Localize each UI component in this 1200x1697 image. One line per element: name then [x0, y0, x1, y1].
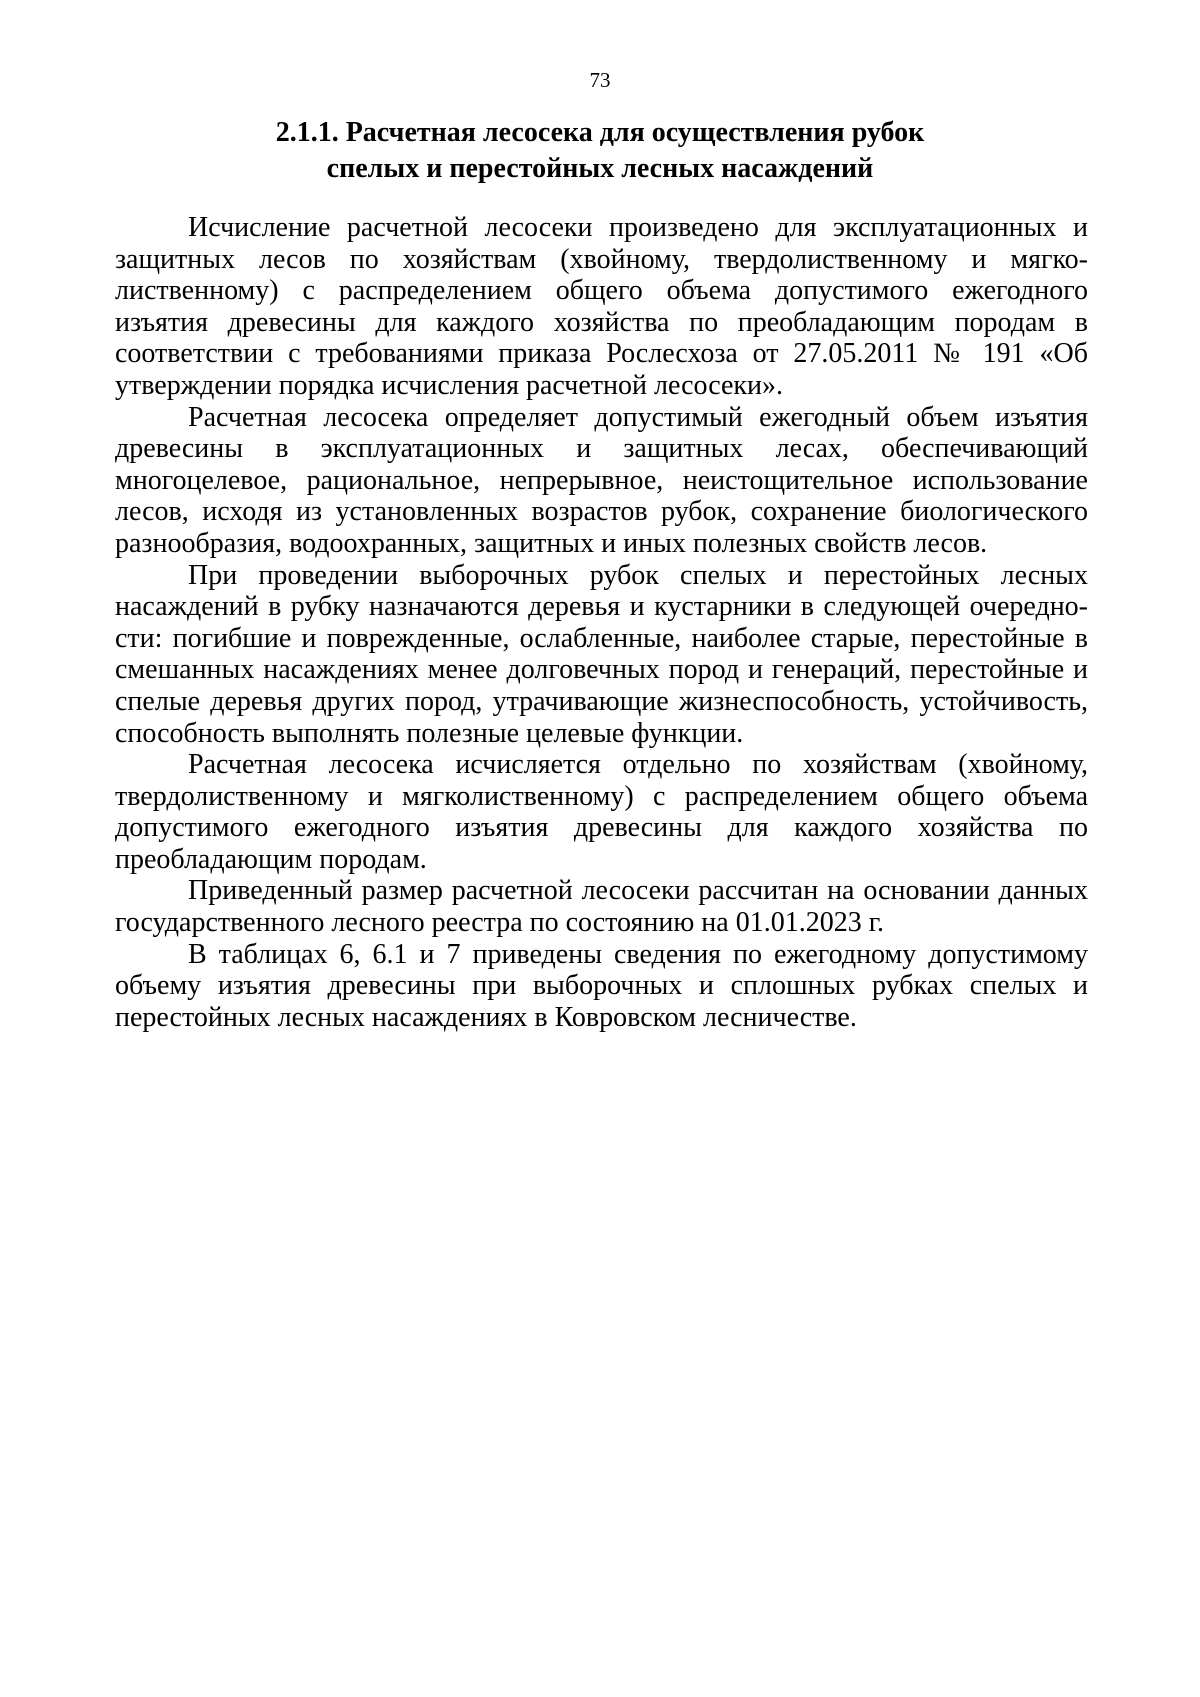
paragraph-line: соответствии с требованиями приказа Рослесхоза от 27.05.2011 № 191 «Об — [115, 338, 1088, 370]
paragraph-line: утверждении порядка исчисления расчетной лесосеки». — [115, 369, 784, 401]
paragraph-line: Расчетная лесосека исчисляется отдельно по хозяйствам (хвойному, — [188, 749, 1088, 781]
paragraph-line: объему изъятия древесины при выборочных и сплошных рубках спелых и — [115, 970, 1088, 1002]
paragraph-line: многоцелевое, рациональное, непрерывное, неистощительное использование — [115, 464, 1088, 496]
paragraph-line: лесов, исходя из установленных возрастов рубок, сохранение биологического — [115, 496, 1088, 528]
paragraph-line: допустимого ежегодного изъятия древесины для каждого хозяйства по — [115, 812, 1088, 844]
paragraph-line: При проведении выборочных рубок спелых и перестойных лесных — [188, 559, 1088, 591]
paragraph-line: способность выполнять полезные целевые функции. — [115, 717, 744, 749]
section-heading — [0, 115, 1200, 187]
paragraph — [115, 212, 1088, 402]
paragraph-line: перестойных лесных насаждениях в Ковровском лесничестве. — [115, 1001, 857, 1033]
paragraph-line: сти: погибшие и поврежденные, ослабленные, наиболее старые, перестойные в — [115, 622, 1088, 654]
paragraph-line: древесины в эксплуатационных и защитных лесах, обеспечивающий — [115, 433, 1088, 465]
paragraph-line: спелые деревья других пород, утрачивающие жизнеспособность, устойчивость, — [115, 685, 1088, 717]
paragraph — [115, 749, 1088, 875]
paragraph-line: государственного лесного реестра по состоянию на 01.01.2023 г. — [115, 907, 885, 939]
section-heading-line: спелых и перестойных лесных насаждений — [326, 153, 874, 184]
paragraph-line: В таблицах 6, 6.1 и 7 приведены сведения по ежегодному допустимому — [188, 938, 1088, 970]
section-heading-line: 2.1.1. Расчетная лесосека для осуществления рубок — [275, 117, 925, 148]
paragraph-line: Исчисление расчетной лесосеки произведено для эксплуатационных и — [188, 212, 1088, 243]
paragraph — [115, 560, 1088, 750]
paragraph-line: смешанных насаждениях менее долговечных пород и генераций, перестойные и — [115, 654, 1088, 686]
paragraph-line: Расчетная лесосека определяет допустимый ежегодный объем изъятия — [188, 401, 1088, 433]
paragraph-line: твердолиственному и мягколиственному) с распределением общего объема — [115, 780, 1088, 812]
paragraph-line: Приведенный размер расчетной лесосеки рассчитан на основании данных — [188, 875, 1088, 907]
paragraph-line: преобладающим породам. — [115, 843, 427, 875]
paragraph-line: разнообразия, водоохранных, защитных и иных полезных свойств лесов. — [115, 527, 988, 559]
page-number: 73 — [589, 68, 611, 92]
paragraph-line: изъятия древесины для каждого хозяйства по преобладающим породам в — [115, 306, 1088, 338]
paragraph — [115, 939, 1088, 1034]
paragraph-line: лиственному) с распределением общего объема допустимого ежегодного — [115, 275, 1088, 307]
paragraph — [115, 875, 1088, 938]
paragraph-line: защитных лесов по хозяйствам (хвойному, твердолиственному и мягко- — [115, 243, 1088, 275]
body-text — [115, 212, 1088, 1033]
paragraph-line: насаждений в рубку назначаются деревья и кустарники в следующей очередно- — [115, 591, 1088, 623]
paragraph — [115, 402, 1088, 560]
